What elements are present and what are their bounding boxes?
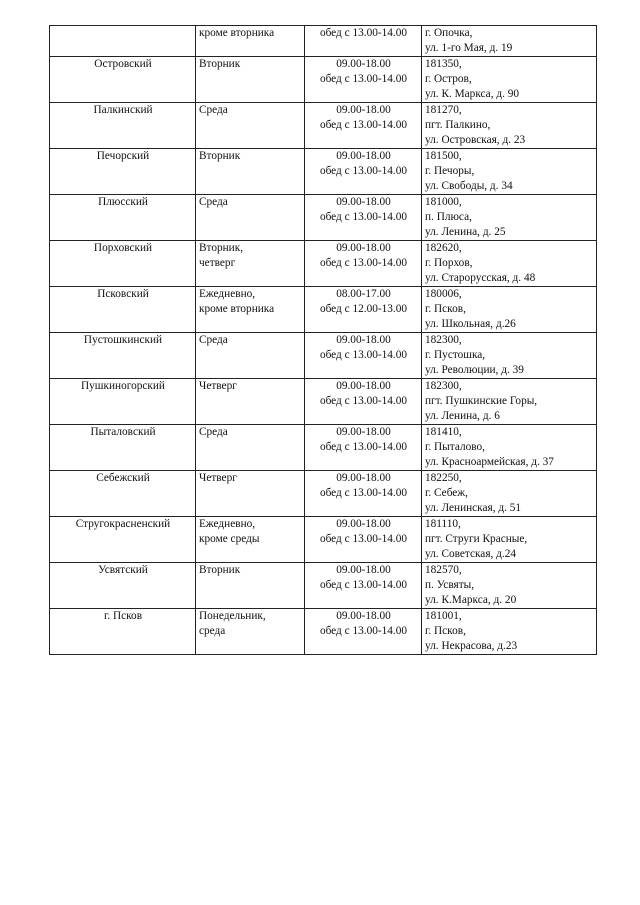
table-row — [50, 103, 597, 149]
reception-day-cell: Вторник — [196, 563, 305, 609]
district-cell: Плюсский — [50, 195, 196, 241]
reception-day-cell: Четверг — [196, 379, 305, 425]
working-hours-cell: 09.00-18.00 обед с 13.00-14.00 — [305, 149, 422, 195]
working-hours-cell: 08.00-17.00 обед с 12.00-13.00 — [305, 287, 422, 333]
address-cell: 181110, пгт. Струги Красные, ул. Советская, д.24 — [422, 517, 597, 563]
district-cell: Палкинский — [50, 103, 196, 149]
reception-day-cell: Среда — [196, 333, 305, 379]
address-cell: 181500, г. Печоры, ул. Свободы, д. 34 — [422, 149, 597, 195]
district-cell: Островский — [50, 57, 196, 103]
table-row — [50, 149, 597, 195]
district-cell: Пушкиногорский — [50, 379, 196, 425]
district-cell: Пустошкинский — [50, 333, 196, 379]
working-hours-cell: 09.00-18.00 обед с 13.00-14.00 — [305, 241, 422, 287]
district-cell: Усвятский — [50, 563, 196, 609]
reception-day-cell: Ежедневно, кроме вторника — [196, 287, 305, 333]
working-hours-cell: 09.00-18.00 обед с 13.00-14.00 — [305, 609, 422, 655]
working-hours-cell: 09.00-18.00 обед с 13.00-14.00 — [305, 517, 422, 563]
document-page — [49, 25, 596, 655]
table-row — [50, 563, 597, 609]
district-cell: Порховский — [50, 241, 196, 287]
working-hours-cell: 09.00-18.00 обед с 13.00-14.00 — [305, 333, 422, 379]
reception-day-cell: Ежедневно, кроме среды — [196, 517, 305, 563]
address-cell: 181001, г. Псков, ул. Некрасова, д.23 — [422, 609, 597, 655]
address-cell: 181350, г. Остров, ул. К. Маркса, д. 90 — [422, 57, 597, 103]
schedule-table-body — [50, 26, 597, 655]
reception-day-cell: Среда — [196, 103, 305, 149]
table-row — [50, 195, 597, 241]
table-row — [50, 471, 597, 517]
working-hours-cell: обед с 13.00-14.00 — [305, 26, 422, 57]
address-cell: 181410, г. Пыталово, ул. Красноармейская, д. 37 — [422, 425, 597, 471]
working-hours-cell: 09.00-18.00 обед с 13.00-14.00 — [305, 379, 422, 425]
district-cell: г. Псков — [50, 609, 196, 655]
address-cell: 180006, г. Псков, ул. Школьная, д.26 — [422, 287, 597, 333]
working-hours-cell: 09.00-18.00 обед с 13.00-14.00 — [305, 425, 422, 471]
table-row — [50, 379, 597, 425]
reception-day-cell: Четверг — [196, 471, 305, 517]
district-cell: Пыталовский — [50, 425, 196, 471]
table-row — [50, 517, 597, 563]
district-cell: Себежский — [50, 471, 196, 517]
working-hours-cell: 09.00-18.00 обед с 13.00-14.00 — [305, 57, 422, 103]
reception-day-cell: кроме вторника — [196, 26, 305, 57]
reception-day-cell: Вторник — [196, 149, 305, 195]
address-cell: 182250, г. Себеж, ул. Ленинская, д. 51 — [422, 471, 597, 517]
table-row — [50, 26, 597, 57]
reception-day-cell: Вторник — [196, 57, 305, 103]
table-row — [50, 333, 597, 379]
table-row — [50, 425, 597, 471]
address-cell: 181000, п. Плюса, ул. Ленина, д. 25 — [422, 195, 597, 241]
address-cell: г. Опочка, ул. 1-го Мая, д. 19 — [422, 26, 597, 57]
table-row — [50, 609, 597, 655]
reception-day-cell: Вторник, четверг — [196, 241, 305, 287]
district-cell: Стругокрасненский — [50, 517, 196, 563]
schedule-table — [49, 25, 597, 655]
reception-day-cell: Среда — [196, 195, 305, 241]
working-hours-cell: 09.00-18.00 обед с 13.00-14.00 — [305, 563, 422, 609]
district-cell: Псковский — [50, 287, 196, 333]
reception-day-cell: Понедельник, среда — [196, 609, 305, 655]
table-row — [50, 287, 597, 333]
working-hours-cell: 09.00-18.00 обед с 13.00-14.00 — [305, 103, 422, 149]
working-hours-cell: 09.00-18.00 обед с 13.00-14.00 — [305, 195, 422, 241]
reception-day-cell: Среда — [196, 425, 305, 471]
district-cell — [50, 26, 196, 57]
address-cell: 181270, пгт. Палкино, ул. Островская, д. 23 — [422, 103, 597, 149]
address-cell: 182620, г. Порхов, ул. Старорусская, д. 48 — [422, 241, 597, 287]
table-row — [50, 241, 597, 287]
working-hours-cell: 09.00-18.00 обед с 13.00-14.00 — [305, 471, 422, 517]
district-cell: Печорский — [50, 149, 196, 195]
address-cell: 182570, п. Усвяты, ул. К.Маркса, д. 20 — [422, 563, 597, 609]
address-cell: 182300, пгт. Пушкинские Горы, ул. Ленина, д. 6 — [422, 379, 597, 425]
address-cell: 182300, г. Пустошка, ул. Революции, д. 39 — [422, 333, 597, 379]
table-row — [50, 57, 597, 103]
